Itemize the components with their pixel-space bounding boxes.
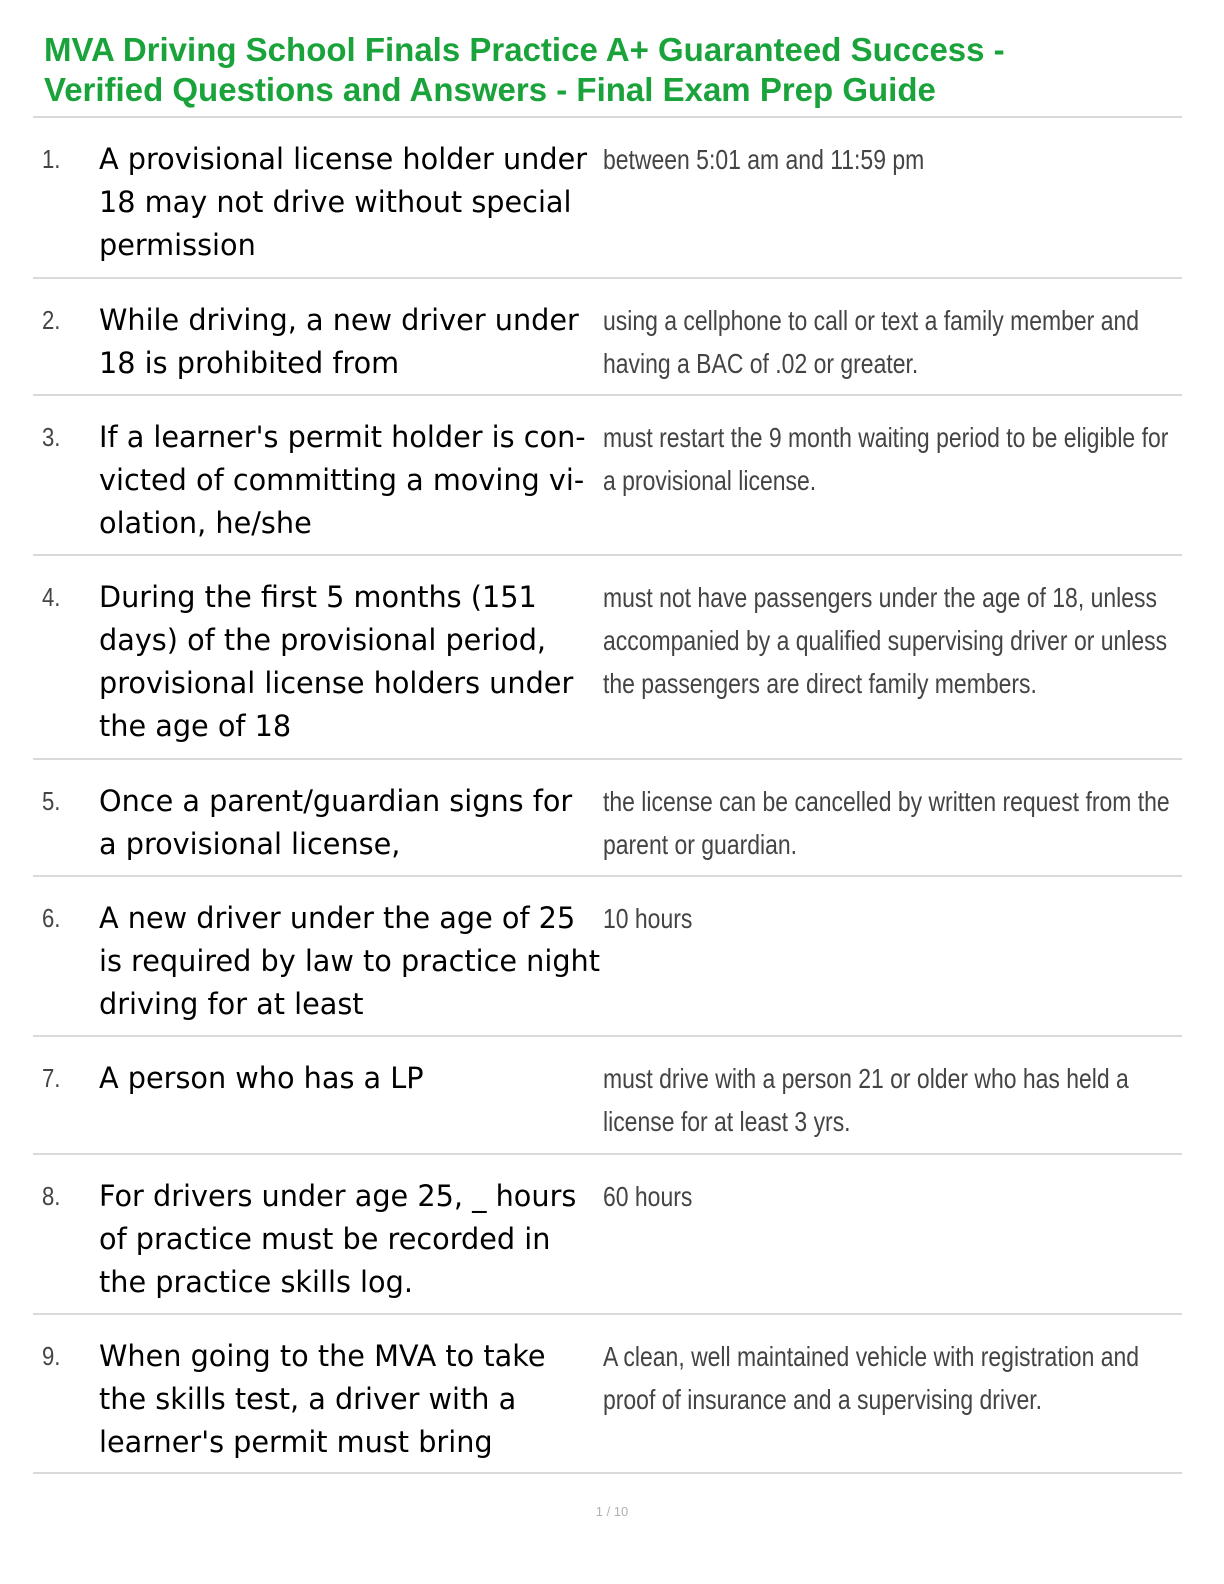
qa-item <box>33 554 1182 758</box>
answer <box>603 1175 1128 1218</box>
answer <box>603 299 1140 385</box>
answer-line: 10 hours <box>603 903 693 934</box>
answer-line: must restart the 9 month waiting period to be eligible for <box>603 422 1169 453</box>
qa-item <box>33 1313 1182 1474</box>
question <box>99 897 601 1026</box>
question-line: When going to the MVA to take <box>99 1339 546 1373</box>
question-line: 18 is prohibited from <box>99 346 400 380</box>
answer-line: between 5:01 am and 11:59 pm <box>603 144 925 175</box>
qa-list <box>33 116 1182 1474</box>
qa-item <box>33 875 1182 1035</box>
answer <box>603 576 1168 705</box>
answer-line: license for at least 3 yrs. <box>603 1106 851 1137</box>
question-line: Once a parent/guardian signs for <box>99 784 573 818</box>
question-line: of practice must be recorded in <box>99 1222 551 1256</box>
answer-line: must drive with a person 21 or older who has held a <box>603 1063 1129 1094</box>
question-line: olation, he/she <box>99 506 312 540</box>
qa-item <box>33 758 1182 875</box>
answer-line: having a BAC of .02 or greater. <box>603 348 919 379</box>
question-line: For drivers under age 25, _ hours <box>99 1179 577 1213</box>
question <box>99 780 594 866</box>
answer-line: the passengers are direct family members. <box>603 668 1037 699</box>
question-line: provisional license holders under <box>99 666 574 700</box>
qa-item <box>33 116 1182 277</box>
question <box>99 299 594 385</box>
question <box>99 1057 594 1100</box>
item-number: 3. <box>42 422 61 452</box>
answer-line: parent or guardian. <box>603 829 798 860</box>
question-line: the skills test, a driver with a <box>99 1382 517 1416</box>
answer-line: A clean, well maintained vehicle with registration and <box>603 1341 1140 1372</box>
answer <box>603 138 1128 181</box>
answer-line: the license can be cancelled by written request from the <box>603 786 1170 817</box>
question-line: A person who has a LP <box>99 1061 424 1095</box>
question-line: A provisional license holder under <box>99 142 588 176</box>
qa-item <box>33 1153 1182 1313</box>
item-number: 8. <box>42 1181 61 1211</box>
title-line: Verified Questions and Answers - Final Exam Prep Guide <box>44 71 936 108</box>
item-number: 7. <box>42 1063 61 1093</box>
qa-item <box>33 1035 1182 1153</box>
answer <box>603 780 1170 866</box>
answer <box>603 897 1128 940</box>
question <box>99 1335 594 1464</box>
item-number: 6. <box>42 903 61 933</box>
answer-line: 60 hours <box>603 1181 693 1212</box>
question-line: 18 may not drive without special <box>99 185 572 219</box>
question-line: While driving, a new driver under <box>99 303 579 337</box>
question-line: driving for at least <box>99 987 364 1021</box>
question <box>99 576 594 748</box>
question-line: a provisional license, <box>99 827 401 861</box>
question <box>99 416 594 545</box>
question-line: learner's permit must bring <box>99 1425 493 1459</box>
answer <box>603 416 1169 502</box>
question-line: the practice skills log. <box>99 1265 413 1299</box>
question-line: permission <box>99 228 256 262</box>
document-title <box>44 30 1184 110</box>
question-line: victed of committing a moving vi- <box>99 463 585 497</box>
item-number: 1. <box>42 144 61 174</box>
qa-item <box>33 394 1182 554</box>
answer <box>603 1057 1128 1143</box>
item-number: 9. <box>42 1341 61 1371</box>
title-line: MVA Driving School Finals Practice A+ Guaranteed Success - <box>44 31 1005 68</box>
answer-line: a provisional license. <box>603 465 817 496</box>
question-line: days) of the provisional period, <box>99 623 547 657</box>
question-line: is required by law to practice night <box>99 944 601 978</box>
question-line: the age of 18 <box>99 709 292 743</box>
question <box>99 1175 594 1304</box>
item-number: 5. <box>42 786 61 816</box>
item-number: 2. <box>42 305 61 335</box>
answer-line: using a cellphone to call or text a family member and <box>603 305 1140 336</box>
answer-line: proof of insurance and a supervising driver. <box>603 1384 1043 1415</box>
question <box>99 138 594 267</box>
question-line: If a learner's permit holder is con- <box>99 420 586 454</box>
answer-line: must not have passengers under the age of 18, unless <box>603 582 1157 613</box>
item-number: 4. <box>42 582 61 612</box>
answer <box>603 1335 1140 1421</box>
question-line: A new driver under the age of 25 <box>99 901 576 935</box>
qa-item <box>33 277 1182 394</box>
question-line: During the first 5 months (151 <box>99 580 537 614</box>
answer-line: accompanied by a qualified supervising driver or unless <box>603 625 1168 656</box>
page-number: 1 / 10 <box>595 1504 629 1519</box>
